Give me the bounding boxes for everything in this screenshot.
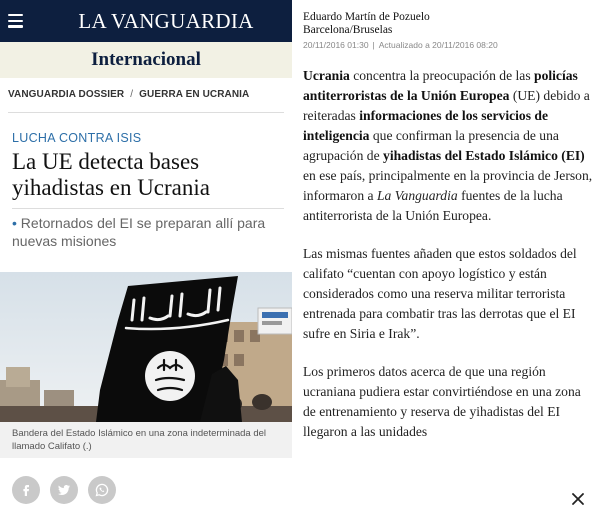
bullet-icon: • [12, 215, 17, 231]
keyword-link[interactable]: policías antiterroristas de la Unión Europea [303, 68, 578, 103]
newspaper-name: La Vanguardia [376, 188, 458, 203]
keyword-link[interactable]: Ucrania [303, 68, 350, 83]
top-bar [0, 0, 292, 42]
divider [12, 208, 284, 209]
dateline-location: Barcelona/Bruselas [303, 24, 393, 36]
share-facebook-button[interactable] [12, 476, 40, 504]
menu-icon[interactable] [8, 14, 23, 27]
publication-dates: 20/11/2016 01:30 | Actualizado a 20/11/2016 08:20 [303, 40, 498, 50]
article-body [303, 66, 595, 460]
article-preview-panel [0, 0, 292, 512]
body-paragraph: Las mismas fuentes añaden que estos soldados del califato “cuentan con apoyo logístico y están considerados como una reserva militar terrorista entrenada para combatir tras las derrotas que el EI sufre en Siria e Irak”. [303, 246, 577, 341]
whatsapp-icon [95, 483, 109, 497]
keyword-link[interactable]: informaciones de los servicios de inteligencia [303, 108, 549, 143]
breadcrumb-separator: / [130, 89, 134, 100]
updated-date: Actualizado a 20/11/2016 08:20 [378, 40, 498, 50]
body-paragraph: Ucrania concentra la preocupación de las policías antiterroristas de la Unión Europea (UE) debido a reiteradas informaciones de los servicios de inteligencia que confirman la presencia de una agrupación de yihadistas del Estado Islámico (EI) en ese país, principalmente en la provincia de Jerson, informaron a La Vanguardia fuentes de la lucha antiterrorista de la Unión Europea. [303, 68, 593, 223]
body-paragraph: Los primeros datos acerca de que una región ucraniana pudiera estar convirtiéndose en una zona de entrenamiento y reserva de yihadistas del EI llegaron a las unidades [303, 364, 581, 439]
twitter-icon [57, 483, 71, 497]
close-icon[interactable] [570, 491, 586, 507]
breadcrumb [8, 89, 249, 100]
article-photo[interactable] [0, 272, 292, 422]
share-twitter-button[interactable] [50, 476, 78, 504]
article-subheadline [12, 214, 284, 250]
divider [8, 112, 284, 113]
photo-caption: Bandera del Estado Islámico en una zona indeterminada del llamado Califato (.) [0, 422, 292, 458]
subheadline-text: Retornados del EI se preparan allí para nuevas misiones [12, 215, 266, 249]
site-logo[interactable]: LA VANGUARDIA [78, 9, 254, 33]
section-title[interactable]: Internacional [91, 49, 201, 70]
keyword-link[interactable]: yihadistas del Estado Islámico (EI) [383, 148, 585, 163]
published-date: 20/11/2016 01:30 [303, 40, 369, 50]
breadcrumb-item-dossier[interactable]: VANGUARDIA DOSSIER [8, 89, 125, 100]
article-headline: La UE detecta bases yihadistas en Ucrania [12, 149, 210, 200]
share-whatsapp-button[interactable] [88, 476, 116, 504]
breadcrumb-item-guerra-ucrania[interactable]: GUERRA EN UCRANIA [139, 89, 250, 100]
article-body-panel [300, 0, 600, 512]
facebook-icon [19, 483, 33, 497]
section-band [0, 42, 292, 78]
article-kicker: LUCHA CONTRA ISIS [12, 131, 142, 145]
isis-flag-photo [0, 272, 292, 422]
author-name[interactable]: Eduardo Martín de Pozuelo [303, 11, 430, 23]
